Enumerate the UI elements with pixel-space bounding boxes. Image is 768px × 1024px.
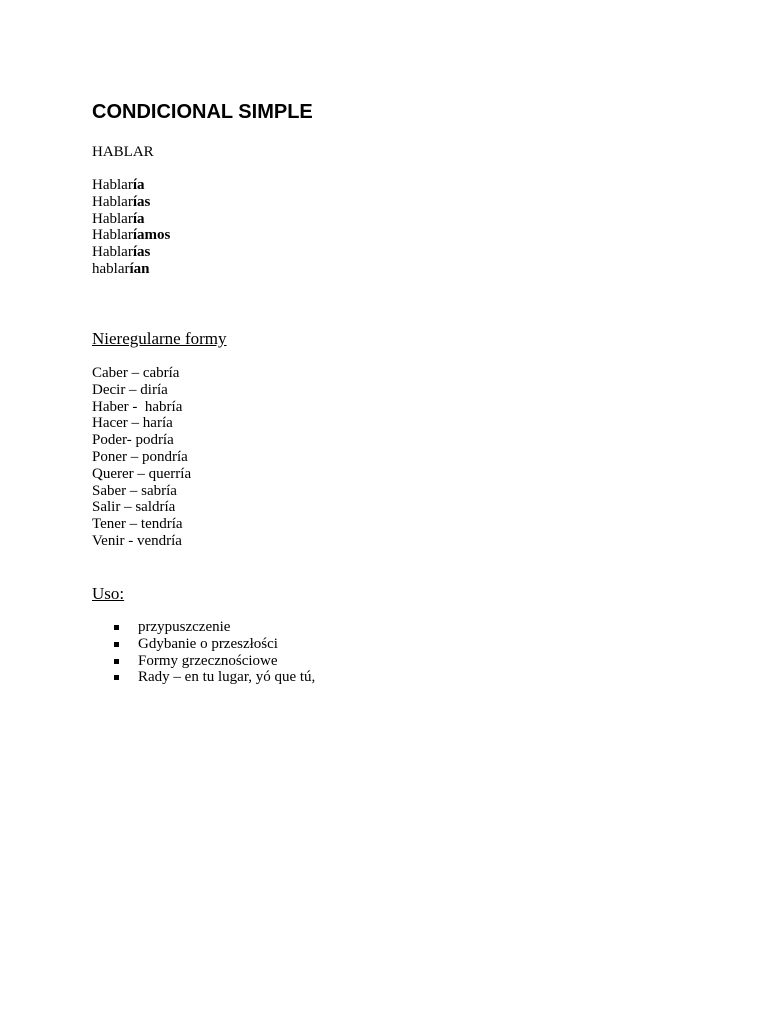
use-item-text: Gdybanie o przeszłości <box>138 635 278 652</box>
conjugation-stem: Hablar <box>92 177 133 193</box>
irregular-form-item: Salir – saldría <box>92 499 176 516</box>
conjugation-ending: ían <box>129 260 150 277</box>
document-title: CONDICIONAL SIMPLE <box>92 101 313 123</box>
conjugation-row <box>92 177 170 194</box>
irregular-form-item: Caber – cabría <box>92 365 180 381</box>
square-bullet-icon <box>114 675 119 680</box>
irregular-form-item: Decir – diría <box>92 381 168 398</box>
irregular-form-item: Querer – querría <box>92 465 192 482</box>
irregular-form-item: Poner – pondría <box>92 448 188 465</box>
conjugation-stem: Hablar <box>92 244 133 261</box>
uses-list <box>92 619 315 686</box>
irregular-form-item: Saber – sabría <box>92 482 177 499</box>
conjugation-stem: Hablar <box>92 210 133 227</box>
conjugation-stem: Hablar <box>92 193 133 210</box>
use-item-text: Rady – en tu lugar, yó que tú, <box>138 669 316 686</box>
conjugation-ending: ías <box>132 244 151 261</box>
conjugation-row <box>92 194 170 211</box>
square-bullet-icon <box>114 625 119 630</box>
irregular-form-item: Poder- podría <box>92 432 174 449</box>
conjugation-ending: íamos <box>132 227 171 244</box>
irregular-forms-list <box>92 365 191 550</box>
square-bullet-icon <box>114 642 119 647</box>
conjugation-row <box>92 244 170 261</box>
conjugation-row <box>92 211 170 228</box>
use-item <box>92 669 315 686</box>
irregular-form-item: Venir - vendría <box>92 532 182 549</box>
irregular-forms-heading: Nieregularne formy <box>92 329 227 348</box>
use-item-text: Formy grzecznościowe <box>138 652 278 669</box>
irregular-form-item: Haber - habría <box>92 398 183 415</box>
conjugation-row <box>92 227 170 244</box>
use-item <box>92 636 315 653</box>
conjugation-ending: ías <box>132 193 151 210</box>
verb-heading: HABLAR <box>92 144 154 160</box>
conjugation-row <box>92 261 170 278</box>
use-item <box>92 619 315 636</box>
irregular-form-item: Hacer – haría <box>92 415 173 432</box>
conjugation-ending: ía <box>132 210 145 227</box>
conjugation-ending: ía <box>132 177 145 193</box>
uso-heading: Uso: <box>92 584 125 603</box>
conjugation-list <box>92 177 170 278</box>
use-item <box>92 653 315 670</box>
conjugation-stem: hablar <box>92 260 130 277</box>
use-item-text: przypuszczenie <box>138 619 231 635</box>
square-bullet-icon <box>114 659 119 664</box>
conjugation-stem: Hablar <box>92 227 133 244</box>
irregular-form-item: Tener – tendría <box>92 516 183 533</box>
